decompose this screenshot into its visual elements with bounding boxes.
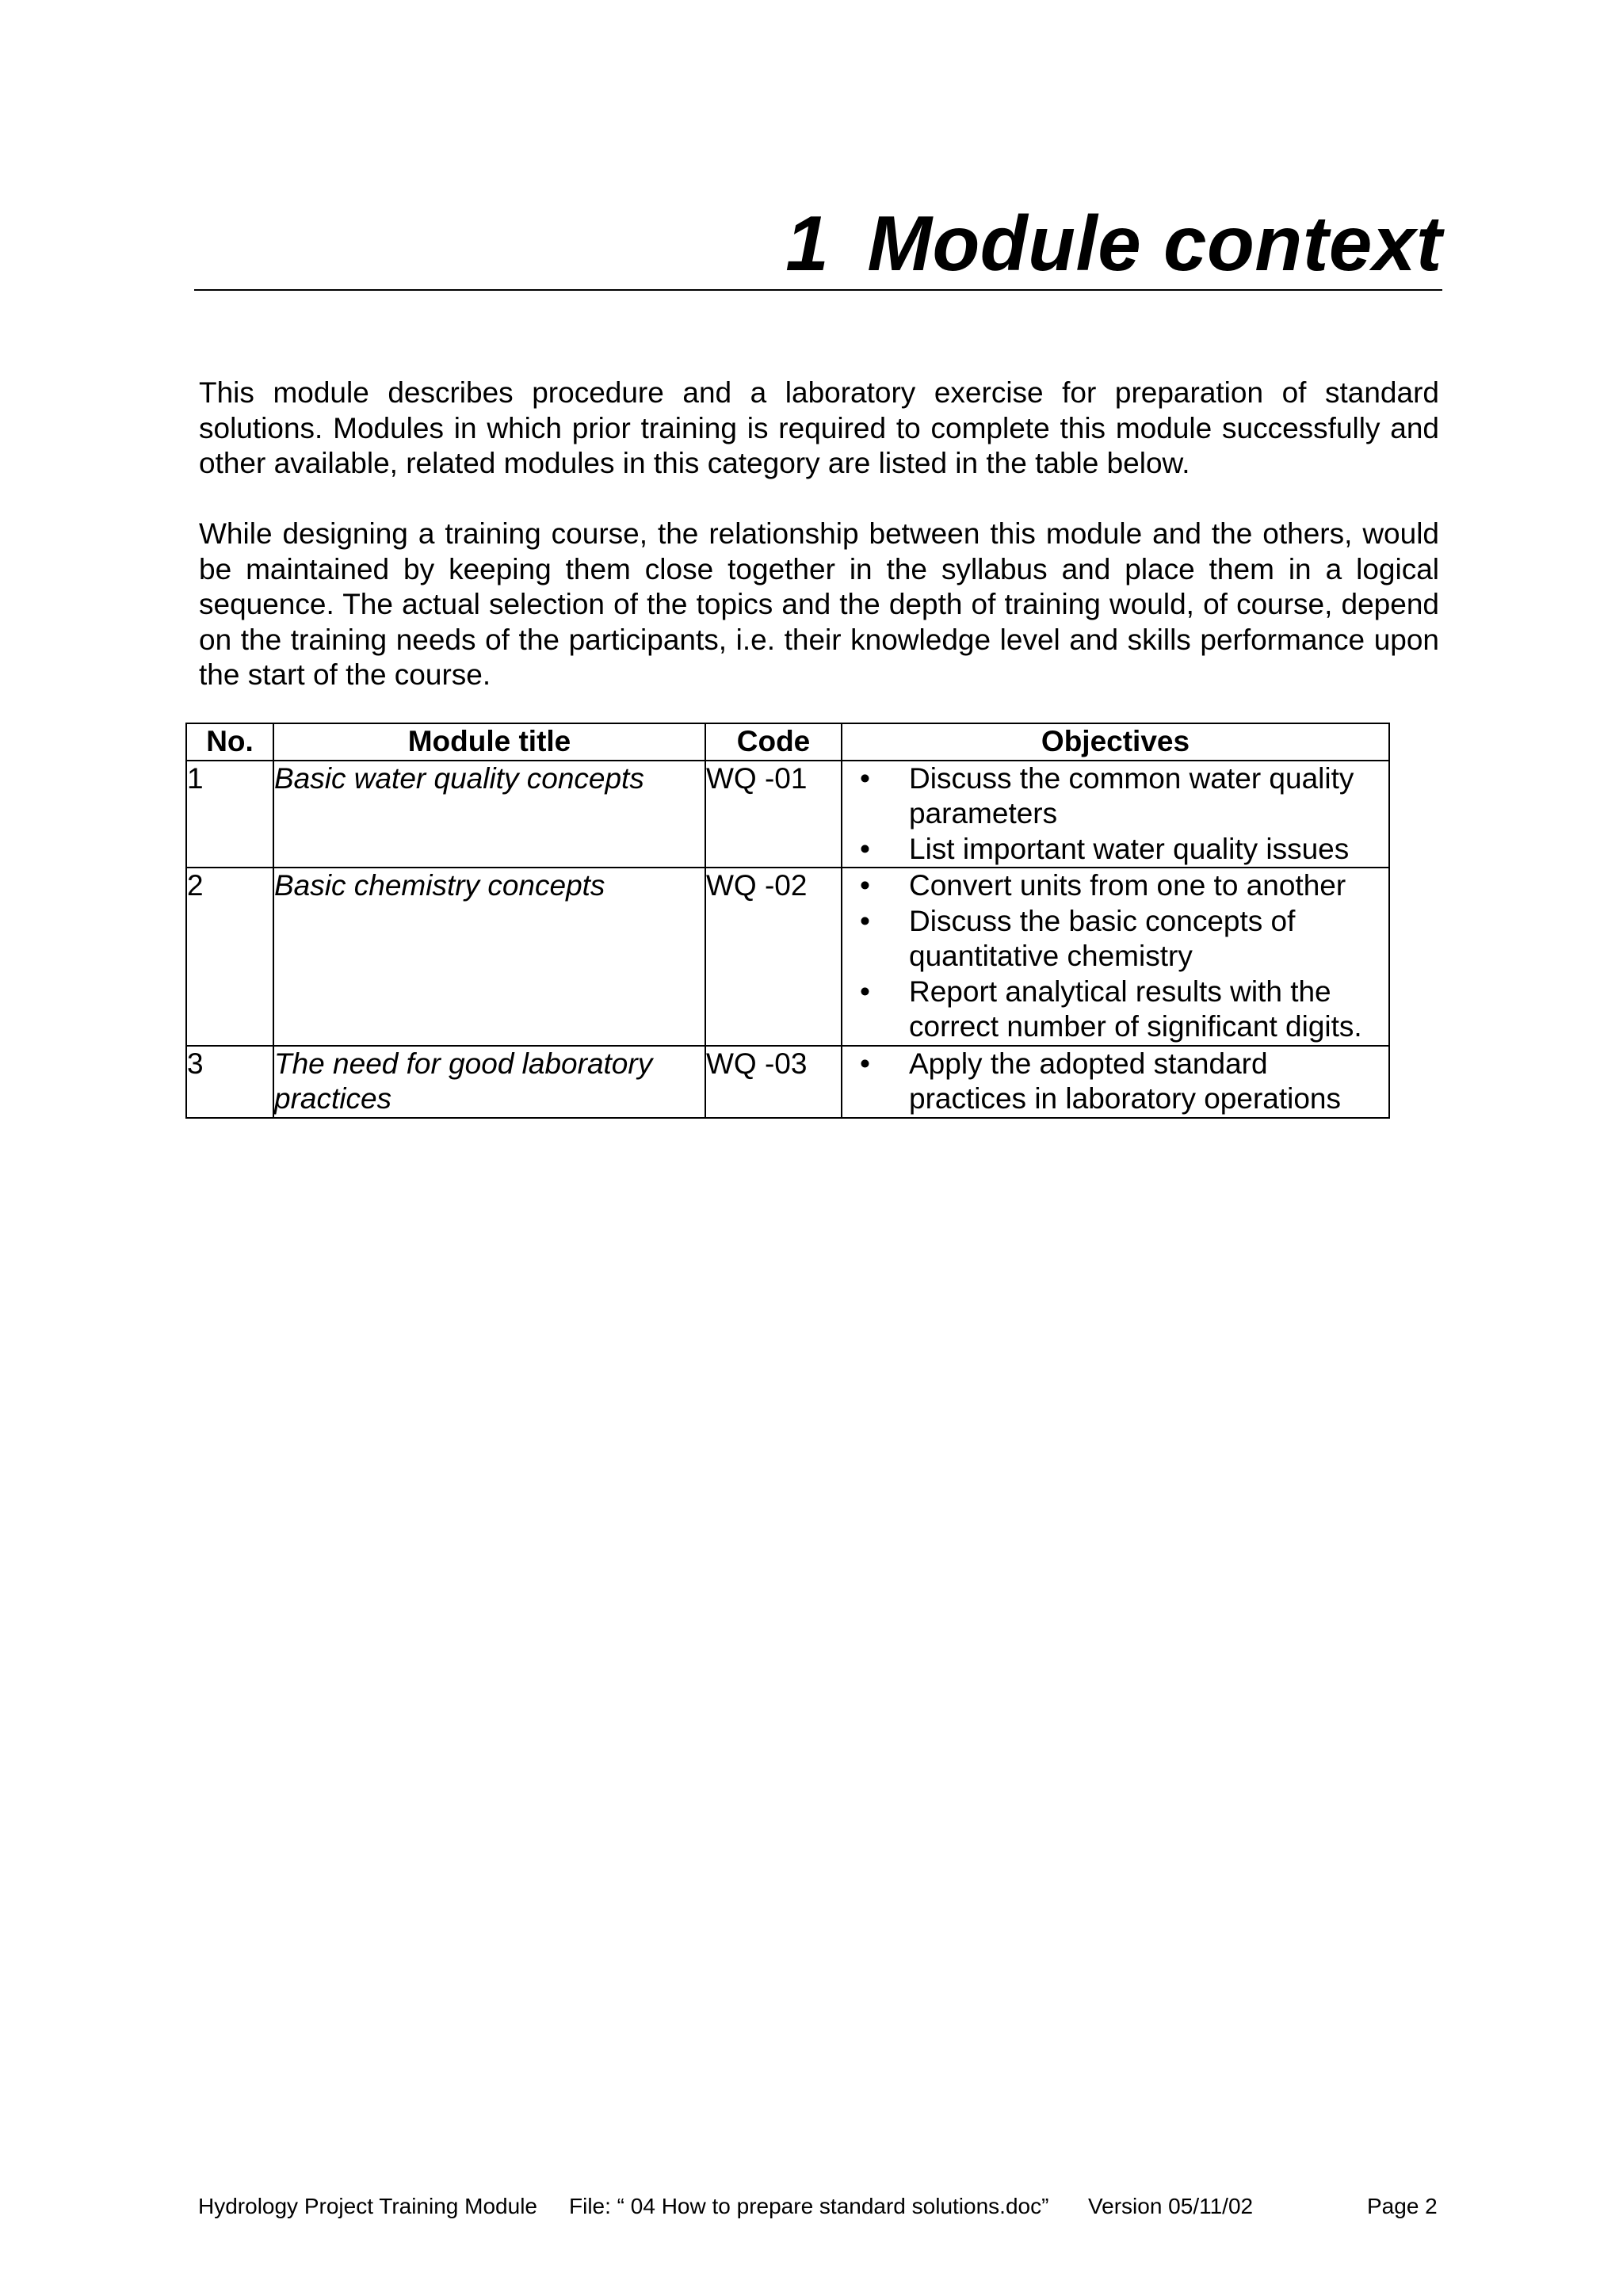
table-row — [186, 868, 1389, 1046]
row-module-title: The need for good laboratory practices — [273, 1046, 705, 1118]
row-objectives — [842, 1046, 1389, 1118]
header-no: No. — [186, 723, 273, 761]
objective-text: Apply the adopted standard practices in laboratory operations — [909, 1047, 1342, 1115]
objective-text: Report analytical results with the correct number of significant digits. — [909, 974, 1362, 1043]
row-module-title: Basic water quality concepts — [273, 761, 705, 868]
bullet-icon: • — [860, 904, 870, 937]
row-objectives — [842, 868, 1389, 1046]
row-no: 3 — [186, 1046, 273, 1118]
header-module-title: Module title — [273, 723, 705, 761]
header-objectives: Objectives — [842, 723, 1389, 761]
objective-item — [842, 868, 1388, 904]
row-module-title: Basic chemistry concepts — [273, 868, 705, 1046]
course-design-paragraph: While designing a training course, the relationship between this module and the others, would be maintained by keeping them close together in the syllabus and place them in a logical sequence. The actual selection of the topics and the depth of training would, of course, depend on the training needs of the participants, i.e. their knowledge level and skills performance upon the start of the course. — [199, 517, 1439, 691]
bullet-icon: • — [860, 832, 870, 865]
objective-item — [842, 974, 1388, 1045]
objective-item — [842, 832, 1388, 868]
table-row — [186, 761, 1389, 868]
table-row — [186, 1046, 1389, 1118]
row-no: 2 — [186, 868, 273, 1046]
footer-module-name: Hydrology Project Training Module — [198, 2194, 537, 2218]
bullet-icon: • — [860, 761, 870, 795]
row-code: WQ -01 — [705, 761, 842, 868]
table-header-row — [186, 723, 1389, 761]
bullet-icon: • — [860, 869, 870, 902]
footer-file-name: File: “ 04 How to prepare standard solutions.doc” — [569, 2194, 1049, 2218]
row-no: 1 — [186, 761, 273, 868]
bullet-icon: • — [860, 1047, 870, 1080]
bullet-icon: • — [860, 974, 870, 1008]
footer-version: Version 05/11/02 — [1088, 2194, 1254, 2218]
objective-text: Convert units from one to another — [909, 869, 1346, 902]
related-modules-table — [185, 723, 1390, 1119]
objective-item — [842, 904, 1388, 974]
objective-item — [842, 1047, 1388, 1117]
page-heading — [194, 200, 1442, 287]
heading-title: Module context — [867, 200, 1442, 287]
row-code: WQ -03 — [705, 1046, 842, 1118]
objective-text: Discuss the basic concepts of quantitative chemistry — [909, 904, 1296, 972]
objective-item — [842, 761, 1388, 832]
row-objectives — [842, 761, 1389, 868]
objective-text: Discuss the common water quality parameters — [909, 761, 1354, 830]
footer-page-number: Page 2 — [1367, 2194, 1438, 2218]
intro-paragraph: This module describes procedure and a laboratory exercise for preparation of standard solutions. Modules in which prior training is required to complete this module successfully and other available, related modules in this category are listed in the table below. — [199, 376, 1439, 479]
objective-text: List important water quality issues — [909, 832, 1350, 865]
row-code: WQ -02 — [705, 868, 842, 1046]
header-code: Code — [705, 723, 842, 761]
heading-rule — [194, 289, 1442, 291]
heading-number: 1 — [785, 200, 830, 287]
